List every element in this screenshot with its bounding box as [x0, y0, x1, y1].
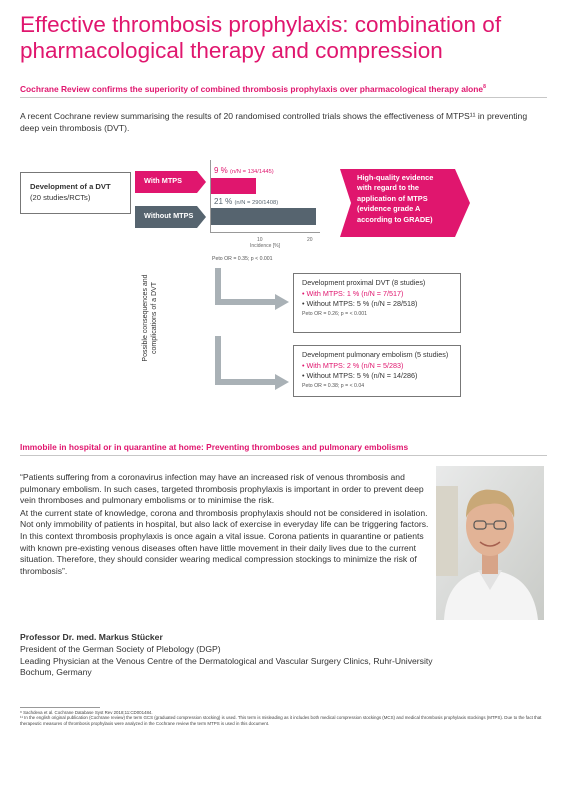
intro-text: A recent Cochrane review summarising the results of 20 randomised controlled trials shows the effectiveness of MTPS¹¹ in preventing deep vein thrombosis (DVT). [20, 111, 528, 133]
bar-without-mtps [211, 208, 316, 225]
consequence-arrows [213, 268, 293, 400]
page-title: Effective thrombosis prophylaxis: combination of pharmacological therapy and compression [20, 12, 502, 63]
x-tick-label: 10 [257, 237, 263, 243]
with-mtps-label: With MTPS [144, 176, 183, 185]
dvt-box [20, 172, 131, 214]
section-heading-cochrane: Cochrane Review confirms the superiority of combined thrombosis prophylaxis over pharmacological therapy alone$^8$ [20, 84, 486, 94]
x-tick-label: 20 [307, 237, 313, 243]
evidence-text: High-quality evidence with regard to the application of MTPS (evidence grade A according to GRADE) [357, 173, 434, 224]
incidence-chart [210, 160, 330, 255]
section-heading-immobile: Immobile in hospital or in quarantine at home: Preventing thromboses and pulmonary embolisms [20, 442, 409, 452]
divider [20, 97, 547, 98]
footnotes: ⁸ Sachdeva et al. Cochrane Database Syst Rev 2018;11:CD001484. ¹¹ In the english original publication (Cochrane review) the term GCS (graduated compression stocking) is used. This term is misleading as it includes both medical compression stockings (MCS) and medical thrombosis prophylaxis stockings (MTPS). Due to the fact that therapeutic measures of thrombosis prophylaxis were analyzed in the Cochrane review the term MTPS is used in this document. [20, 710, 542, 726]
x-axis-label: Incidence [%] [250, 243, 281, 249]
consequences-label: Possible consequences and complications of a DVT [142, 274, 158, 362]
divider [20, 455, 547, 456]
signature: Professor Dr. med. Markus Stücker President of the German Society of Plebology (DGP) Leading Physician at the Venous Centre of the Dermatological and Vascular Surgery Clinics, Ruhr-University Bochum, Germany [20, 632, 433, 678]
proximal-dvt-box: Development proximal DVT (8 studies) • With MTPS: 1 % (n/N = 7/517) • Without MTPS: 5 % (n/N = 28/518) Peto OR = 0.26; p = < 0.001 [293, 273, 461, 333]
footnote-divider [20, 707, 100, 708]
without-mtps-label: Without MTPS [144, 211, 194, 220]
quote-text: “Patients suffering from a coronavirus infection may have an increased risk of venous thrombosis and pulmonary embolism. In such cases, targeted thrombosis prophylaxis is important in order to prevent deep vein thromboses and pulmonary embolisms or to minimise the risk. At the current state of knowledge, corona and thrombosis prophylaxis should not be considered in isolation. Not only immobility of patients in hospital, but also lack of exercise in everyday life can be triggering factors. In this context thrombosis prophylaxis is once again a vital issue. Corona patients in quarantine or patients with known pre-existing venous diseases often have little movement in their daily lives due to the current situation. Therefore, they should consider wearing medical compression stockings to minimize the risk of thrombosis”. [20, 472, 429, 576]
bar-label-without-mtps: 21 % (n/N = 290/1408) [214, 197, 279, 206]
pulmonary-embolism-box: Development pulmonary embolism (5 studies) • With MTPS: 2 % (n/N = 5/283) • Without MTPS: 5 % (n/N = 14/286) Peto OR = 0.38; p = < 0.04 [293, 345, 461, 397]
dvt-box-subtitle: (20 studies/RCTs) [30, 192, 91, 202]
portrait-photo [436, 466, 544, 620]
bar-label-with-mtps: 9 % (n/N = 134/1445) [214, 166, 274, 175]
bar-with-mtps [211, 178, 256, 194]
x-axis [210, 232, 320, 233]
dvt-box-title: Development of a DVT [30, 182, 111, 191]
peto-or-main: Peto OR = 0.35; p < 0.001 [212, 256, 273, 262]
